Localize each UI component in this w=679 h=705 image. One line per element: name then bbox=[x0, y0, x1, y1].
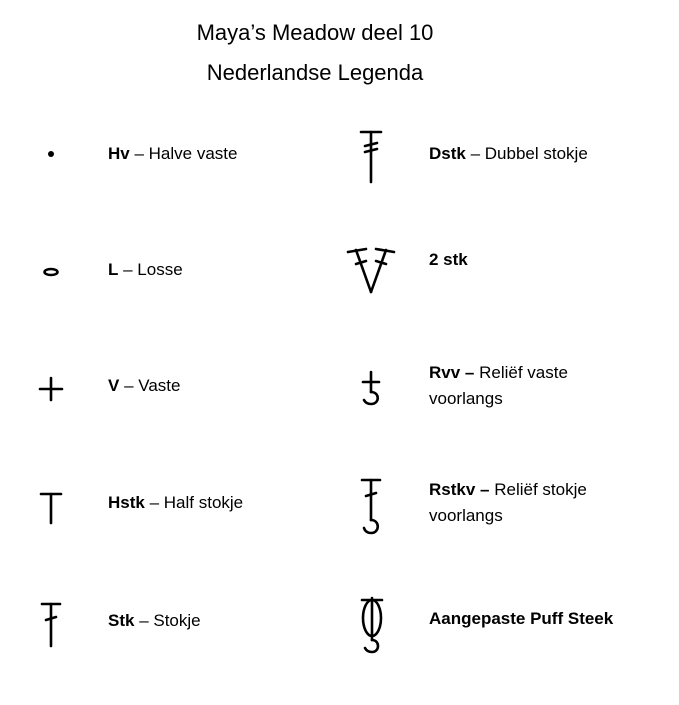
legend-label-rstkv: Rstkv – Reliëf stokje voorlangs bbox=[429, 480, 587, 525]
legend-label-hstk: Hstk – Half stokje bbox=[108, 493, 244, 512]
page-title: Maya’s Meadow deel 10 bbox=[196, 20, 434, 45]
half-double-crochet-icon bbox=[36, 490, 66, 526]
single-crochet-plus-icon bbox=[36, 374, 66, 404]
treble-crochet-icon bbox=[356, 128, 386, 186]
slip-stitch-dot-icon bbox=[40, 143, 62, 165]
double-crochet-icon bbox=[36, 600, 66, 650]
legend-label-puff: Aangepaste Puff Steek bbox=[429, 609, 614, 628]
modified-puff-stitch-icon bbox=[355, 594, 389, 658]
dc2tog-icon bbox=[344, 244, 398, 296]
chain-oval-icon bbox=[38, 262, 64, 282]
front-post-dc-icon bbox=[355, 476, 387, 538]
legend-label-v: V – Vaste bbox=[108, 376, 181, 395]
front-post-sc-icon bbox=[356, 368, 386, 410]
legend-label-stk: Stk – Stokje bbox=[108, 611, 201, 630]
legend-label-rvv: Rvv – Reliëf vaste voorlangs bbox=[429, 363, 568, 408]
page-subtitle: Nederlandse Legenda bbox=[206, 60, 424, 85]
legend-label-dstk: Dstk – Dubbel stokje bbox=[429, 144, 588, 163]
legend-label-l: L – Losse bbox=[108, 260, 183, 279]
legend-label-hv: Hv – Halve vaste bbox=[108, 144, 238, 163]
legend-label-2stk: 2 stk bbox=[429, 250, 468, 269]
